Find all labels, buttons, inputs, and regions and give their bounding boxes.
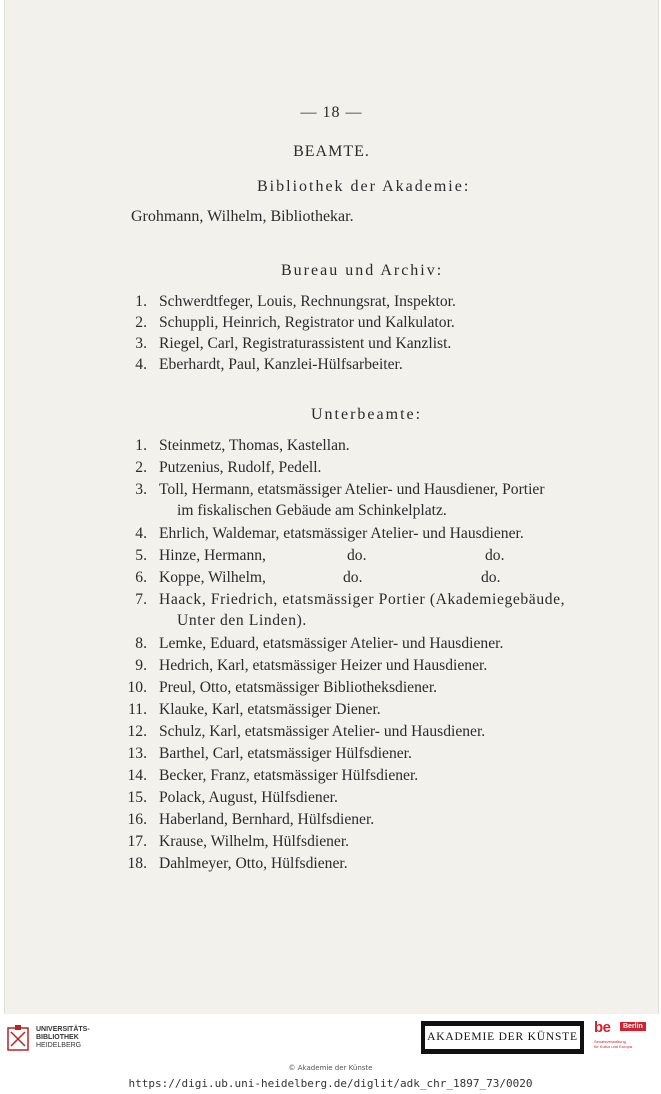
item-text: Barthel, Carl, etatsmässiger Hülfsdiener. [159,745,412,762]
item-number: 17. [127,833,147,850]
ditto-mark: do. [485,547,505,564]
item-number: 1. [135,437,147,454]
item-number: 18. [127,855,147,872]
item-text: Haack, Friedrich, etatsmässiger Portier (Akademiegebäude, [159,591,566,608]
page-number: — 18 — [300,104,363,121]
ub-line-2: BIBLIOTHEK [36,1034,79,1041]
ub-line-1: UNIVERSITÄTS- [36,1026,90,1033]
item-text: Schulz, Karl, etatsmässiger Atelier- und Hausdiener. [159,723,486,740]
item-text: Hinze, Hermann, [159,547,266,564]
item-number: 3. [135,481,147,498]
item-number: 4. [135,525,147,542]
ub-crest-icon [6,1024,30,1052]
item-number: 15. [127,789,147,806]
item-text: Putzenius, Rudolf, Pedell. [159,459,322,476]
berlin-sub-line-1: Senatsverwaltung [594,1039,626,1044]
berlin-subtitle [594,1039,654,1049]
item-number: 9. [135,657,147,674]
item-number: 1. [135,293,147,310]
item-number: 6. [135,569,147,586]
permalink-url[interactable]: https://digi.ub.uni-heidelberg.de/diglit/adk_chr_1897_73/0020 [128,1077,533,1090]
item-text: Preul, Otto, etatsmässiger Bibliotheksdiener. [159,679,438,696]
item-number: 16. [127,811,147,828]
item-text: Riegel, Carl, Registraturassistent und Kanzlist. [159,335,452,352]
item-continuation: Unter den Linden). [177,612,307,629]
berlin-tag: Berlin [620,1022,646,1031]
ditto-mark: do. [347,547,367,564]
item-text: Steinmetz, Thomas, Kastellan. [159,437,350,454]
item-continuation: im fiskalischen Gebäude am Schinkelplatz. [177,502,447,519]
ub-line-3: HEIDELBERG [36,1042,82,1049]
library-entry: Grohmann, Wilhelm, Bibliothekar. [131,208,354,225]
item-text: Dahlmeyer, Otto, Hülfsdiener. [159,855,348,872]
item-text: Ehrlich, Waldemar, etatsmässiger Atelier- und Hausdiener. [159,525,524,542]
item-text: Lemke, Eduard, etatsmässiger Atelier- und Hausdiener. [159,635,504,652]
berlin-be-mark: be [594,1019,611,1036]
library-heading: Bibliothek der Akademie: [257,178,471,195]
item-text: Hedrich, Karl, etatsmässiger Heizer und Hausdiener. [159,657,488,674]
item-text: Haberland, Bernhard, Hülfsdiener. [159,811,375,828]
item-number: 7. [135,591,147,608]
item-text: Becker, Franz, etatsmässiger Hülfsdiener. [159,767,419,784]
item-number: 2. [135,459,147,476]
item-text: Krause, Wilhelm, Hülfsdiener. [159,833,350,850]
item-number: 3. [135,335,147,352]
ditto-mark: do. [481,569,501,586]
item-text: Schwerdtfeger, Louis, Rechnungsrat, Inspektor. [159,293,456,310]
item-text: Eberhardt, Paul, Kanzlei-Hülfsarbeiter. [159,356,403,373]
ub-logo-text [36,1026,90,1050]
scanned-page [4,0,659,1014]
page-title: BEAMTE. [293,143,370,160]
copyright-notice: © Akademie der Künste [288,1064,373,1072]
item-number: 5. [135,547,147,564]
ub-heidelberg-logo[interactable] [6,1018,116,1058]
item-text: Schuppli, Heinrich, Registrator und Kalkulator. [159,314,455,331]
item-number: 8. [135,635,147,652]
unterbeamte-heading: Unterbeamte: [311,406,423,423]
bureau-heading: Bureau und Archiv: [281,262,444,279]
item-text: Koppe, Wilhelm, [159,569,266,586]
item-number: 2. [135,314,147,331]
item-number: 4. [135,356,147,373]
item-number: 14. [127,767,147,784]
ditto-mark: do. [343,569,363,586]
berlin-sub-line-2: für Kultur und Europa [594,1044,633,1049]
item-text: Toll, Hermann, etatsmässiger Atelier- und Hausdiener, Portier [159,481,545,498]
item-number: 11. [128,701,147,718]
berlin-logo[interactable] [594,1019,654,1057]
adk-logo-label: AKADEMIE DER KÜNSTE [425,1026,580,1049]
item-number: 13. [127,745,147,762]
item-text: Klauke, Karl, etatsmässiger Diener. [159,701,381,718]
item-number: 10. [127,679,147,696]
akademie-der-kuenste-logo[interactable] [421,1021,584,1054]
item-number: 12. [127,723,147,740]
item-text: Polack, August, Hülfsdiener. [159,789,338,806]
